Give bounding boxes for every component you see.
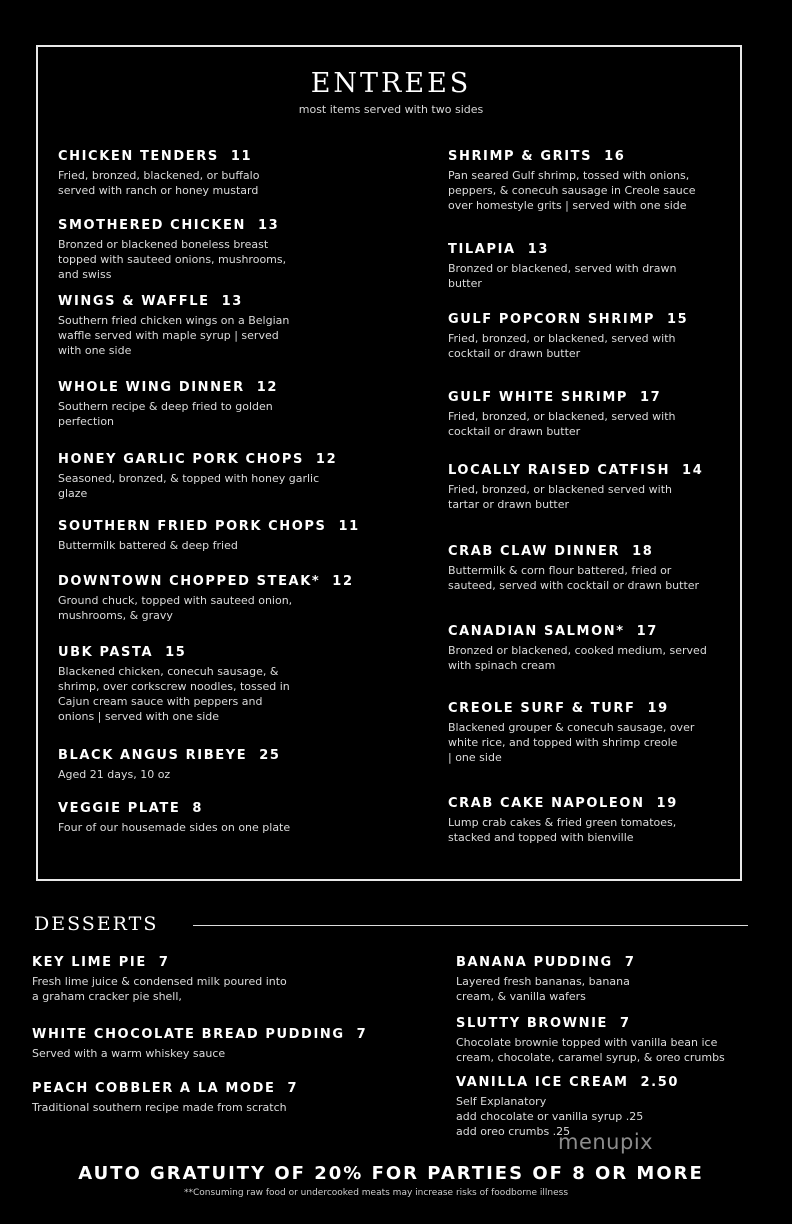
item-description-line: Fried, bronzed, or blackened, served with <box>448 410 676 423</box>
item-price: 18 <box>632 544 654 559</box>
entree-item <box>448 148 696 213</box>
item-description <box>456 974 636 1004</box>
item-description-line: Fresh lime juice & condensed milk poured into <box>32 975 287 988</box>
item-description <box>58 538 360 553</box>
entree-item <box>58 148 259 198</box>
item-price: 25 <box>259 748 281 763</box>
item-heading <box>456 1074 679 1091</box>
item-price: 16 <box>604 149 626 164</box>
item-description-line: Seasoned, bronzed, & topped with honey garlic <box>58 472 320 485</box>
item-description <box>58 313 289 358</box>
item-name: PEACH COBBLER A LA MODE <box>32 1081 276 1096</box>
item-heading <box>58 644 290 661</box>
dessert-item <box>456 954 636 1004</box>
entree-item <box>448 389 675 439</box>
item-description-line: | one side <box>448 751 502 764</box>
item-description-line: a graham cracker pie shell, <box>32 990 182 1003</box>
item-price: 15 <box>165 645 187 660</box>
dessert-item <box>32 1026 367 1061</box>
item-description <box>58 593 354 623</box>
item-heading <box>448 311 688 328</box>
item-price: 8 <box>192 801 203 816</box>
item-description <box>32 1100 298 1115</box>
item-description-line: Southern fried chicken wings on a Belgian <box>58 314 290 327</box>
item-heading <box>456 954 636 971</box>
item-description-line: Fried, bronzed, blackened, or buffalo <box>58 169 260 182</box>
item-price: 7 <box>158 955 170 970</box>
item-description-line: Bronzed or blackened boneless breast <box>58 238 269 251</box>
entrees-title: ENTREES <box>310 68 472 99</box>
item-name: WINGS & WAFFLE <box>58 294 210 309</box>
item-name: SLUTTY BROWNIE <box>456 1016 609 1031</box>
item-description <box>58 767 280 782</box>
item-description <box>448 482 703 512</box>
entree-item <box>448 700 694 765</box>
item-description-line: with spinach cream <box>448 659 556 672</box>
item-name: CRAB CLAW DINNER <box>448 544 621 559</box>
item-price: 17 <box>636 624 658 639</box>
item-name: TILAPIA <box>448 242 516 257</box>
item-description-line: sauteed, served with cocktail or drawn butter <box>448 579 700 592</box>
item-price: 7 <box>356 1027 368 1042</box>
entree-item <box>58 644 290 724</box>
item-heading <box>32 1080 298 1097</box>
item-price: 7 <box>287 1081 299 1096</box>
item-description-line: Southern recipe & deep fried to golden <box>58 400 273 413</box>
entree-item <box>448 462 703 512</box>
item-heading <box>448 795 678 812</box>
item-heading <box>58 293 289 310</box>
item-name: SMOTHERED CHICKEN <box>58 218 247 233</box>
item-heading <box>448 241 676 258</box>
item-description-line: Chocolate brownie topped with vanilla bean ice <box>456 1036 718 1049</box>
dessert-item <box>456 1015 725 1065</box>
item-name: WHITE CHOCOLATE BREAD PUDDING <box>32 1027 345 1042</box>
item-name: VEGGIE PLATE <box>58 801 181 816</box>
item-heading <box>32 1026 367 1043</box>
item-price: 19 <box>647 701 669 716</box>
item-description <box>448 815 678 845</box>
item-description-line: butter <box>448 277 482 290</box>
item-description-line: add chocolate or vanilla syrup .25 <box>456 1110 644 1123</box>
item-description-line: cream, chocolate, caramel syrup, & oreo crumbs <box>456 1051 725 1064</box>
item-description-line: served with ranch or honey mustard <box>58 184 259 197</box>
entree-item <box>58 800 290 835</box>
item-price: 12 <box>332 574 354 589</box>
item-description-line: Fried, bronzed, or blackened, served with <box>448 332 676 345</box>
item-description-line: and swiss <box>58 268 112 281</box>
item-heading <box>58 148 259 165</box>
item-description-line: mushrooms, & gravy <box>58 609 173 622</box>
item-price: 13 <box>221 294 243 309</box>
item-price: 7 <box>620 1016 631 1031</box>
item-description-line: Lump crab cakes & fried green tomatoes, <box>448 816 677 829</box>
entrees-subtitle: most items served with two sides <box>298 103 484 116</box>
item-description-line: peppers, & conecuh sausage in Creole sauce <box>448 184 696 197</box>
item-description-line: Buttermilk & corn flour battered, fried or <box>448 564 672 577</box>
item-description-line: cocktail or drawn butter <box>448 347 581 360</box>
item-heading <box>448 389 675 406</box>
item-description <box>58 237 286 282</box>
item-heading <box>58 451 337 468</box>
item-description-line: glaze <box>58 487 88 500</box>
item-description-line: Layered fresh bananas, banana <box>456 975 630 988</box>
item-price: 13 <box>527 242 549 257</box>
item-description-line: Fried, bronzed, or blackened served with <box>448 483 672 496</box>
item-name: SOUTHERN FRIED PORK CHOPS <box>58 519 327 534</box>
item-description <box>448 331 688 361</box>
item-name: BLACK ANGUS RIBEYE <box>58 748 248 763</box>
item-name: KEY LIME PIE <box>32 955 147 970</box>
gratuity-notice: AUTO GRATUITY OF 20% FOR PARTIES OF 8 OR MORE <box>78 1163 704 1184</box>
item-description-line: Blackened grouper & conecuh sausage, over <box>448 721 695 734</box>
item-heading <box>58 800 290 817</box>
item-description <box>58 820 290 835</box>
item-description-line: Bronzed or blackened, cooked medium, served <box>448 644 707 657</box>
item-description-line: cocktail or drawn butter <box>448 425 581 438</box>
item-description-line: with one side <box>58 344 132 357</box>
entree-item <box>58 518 360 553</box>
item-description-line: Four of our housemade sides on one plate <box>58 821 291 834</box>
item-description-line: Pan seared Gulf shrimp, tossed with onions, <box>448 169 690 182</box>
item-heading <box>448 462 703 479</box>
item-price: 14 <box>682 463 704 478</box>
item-description <box>448 720 694 765</box>
item-name: LOCALLY RAISED CATFISH <box>448 463 671 478</box>
item-name: VANILLA ICE CREAM <box>456 1075 629 1090</box>
item-heading <box>448 700 694 717</box>
item-name: CREOLE SURF & TURF <box>448 701 636 716</box>
desserts-divider <box>193 925 748 926</box>
item-description <box>58 471 337 501</box>
item-description-line: stacked and topped with bienville <box>448 831 634 844</box>
item-name: WHOLE WING DINNER <box>58 380 245 395</box>
item-description <box>32 1046 367 1061</box>
item-name: HONEY GARLIC PORK CHOPS <box>58 452 304 467</box>
entree-item <box>58 747 280 782</box>
item-description <box>448 643 707 673</box>
item-price: 12 <box>315 452 338 467</box>
item-description-line: Cajun cream sauce with peppers and <box>58 695 263 708</box>
entree-item <box>58 451 337 501</box>
entree-item <box>58 293 289 358</box>
item-heading <box>58 217 286 234</box>
item-heading <box>58 747 280 764</box>
item-description-line: Buttermilk battered & deep fried <box>58 539 238 552</box>
item-description-line: Self Explanatory <box>456 1095 547 1108</box>
item-description <box>448 261 676 291</box>
entree-item <box>448 241 676 291</box>
entree-item <box>58 573 354 623</box>
entree-item <box>448 623 707 673</box>
item-price: 7 <box>624 955 636 970</box>
entree-item <box>58 217 286 282</box>
item-heading <box>448 148 696 165</box>
item-heading <box>32 954 287 971</box>
item-price: 11 <box>338 519 360 534</box>
item-name: SHRIMP & GRITS <box>448 149 593 164</box>
item-description <box>448 563 699 593</box>
item-heading <box>448 543 699 560</box>
item-description-line: Ground chuck, topped with sauteed onion, <box>58 594 293 607</box>
item-price: 19 <box>656 796 678 811</box>
item-description <box>448 168 696 213</box>
item-description <box>58 399 278 429</box>
item-name: DOWNTOWN CHOPPED STEAK* <box>58 574 321 589</box>
item-description-line: white rice, and topped with shrimp creole <box>448 736 678 749</box>
item-description-line: cream, & vanilla wafers <box>456 990 586 1003</box>
item-name: BANANA PUDDING <box>456 955 613 970</box>
entree-item <box>448 795 678 845</box>
item-description <box>448 409 675 439</box>
item-description <box>58 664 290 724</box>
item-name: GULF WHITE SHRIMP <box>448 390 629 405</box>
entree-item <box>448 543 699 593</box>
item-heading <box>58 379 278 396</box>
item-heading <box>58 518 360 535</box>
item-description-line: perfection <box>58 415 115 428</box>
entree-item <box>58 379 278 429</box>
item-description <box>456 1035 725 1065</box>
item-description-line: Blackened chicken, conecuh sausage, & <box>58 665 279 678</box>
item-price: 12 <box>256 380 278 395</box>
item-name: UBK PASTA <box>58 645 154 660</box>
item-description-line: tartar or drawn butter <box>448 498 569 511</box>
entree-item <box>448 311 688 361</box>
item-price: 17 <box>640 390 662 405</box>
item-price: 11 <box>230 149 253 164</box>
item-name: GULF POPCORN SHRIMP <box>448 312 655 327</box>
item-description <box>32 974 287 1004</box>
dessert-item <box>32 1080 298 1115</box>
desserts-title: DESSERTS <box>34 913 159 935</box>
item-name: CRAB CAKE NAPOLEON <box>448 796 645 811</box>
item-heading <box>58 573 354 590</box>
item-heading <box>448 623 707 640</box>
item-price: 15 <box>667 312 689 327</box>
item-description <box>58 168 259 198</box>
item-description-line: add oreo crumbs .25 <box>456 1125 571 1138</box>
food-safety-note: **Consuming raw food or undercooked meats may increase risks of foodborne illness <box>183 1188 569 1198</box>
item-description-line: Served with a warm whiskey sauce <box>32 1047 226 1060</box>
item-description-line: shrimp, over corkscrew noodles, tossed in <box>58 680 290 693</box>
item-heading <box>456 1015 725 1032</box>
item-price: 13 <box>258 218 280 233</box>
item-price: 2.50 <box>640 1075 680 1090</box>
item-description-line: Aged 21 days, 10 oz <box>58 768 171 781</box>
item-description-line: waffle served with maple syrup | served <box>58 329 279 342</box>
menupix-watermark: menupix <box>558 1130 654 1154</box>
item-description-line: over homestyle grits | served with one side <box>448 199 687 212</box>
item-description-line: Traditional southern recipe made from scratch <box>32 1101 287 1114</box>
item-description-line: topped with sauteed onions, mushrooms, <box>58 253 287 266</box>
dessert-item <box>32 954 287 1004</box>
item-description-line: Bronzed or blackened, served with drawn <box>448 262 677 275</box>
item-description-line: onions | served with one side <box>58 710 220 723</box>
item-name: CANADIAN SALMON* <box>448 624 625 639</box>
item-name: CHICKEN TENDERS <box>58 149 219 164</box>
